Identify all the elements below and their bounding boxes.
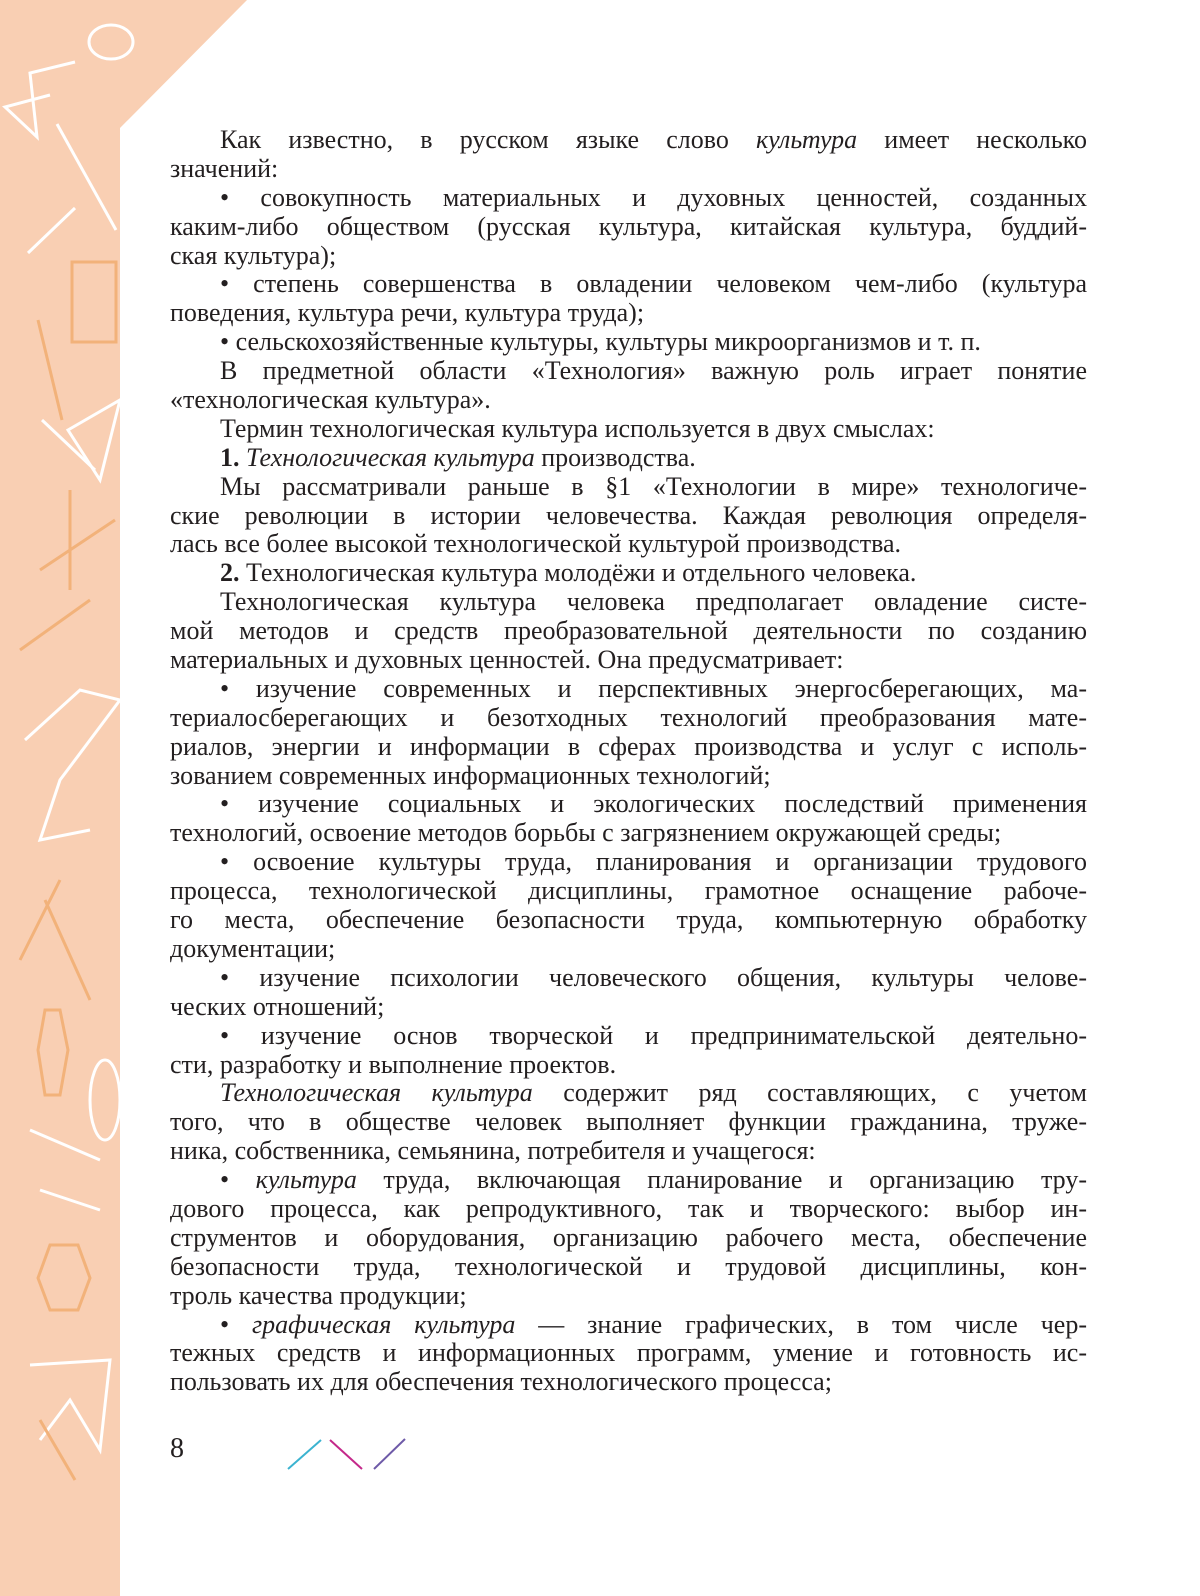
text-segment: содержит ряд составляющих, с учетом	[532, 1078, 1087, 1108]
text-line	[170, 906, 1087, 935]
text-line	[170, 935, 1087, 964]
italic-term: Технологическая культура	[246, 442, 535, 472]
text-segment: поведения, культура речи, культура труда);	[170, 298, 645, 328]
text-line	[170, 1282, 1087, 1311]
italic-term: Технологическая культура	[220, 1078, 533, 1108]
text-line	[170, 530, 1087, 559]
italic-term: культура	[755, 125, 858, 154]
text-line	[170, 502, 1087, 531]
text-segment: материальных и духовных ценностей. Она предусматривает:	[170, 645, 844, 675]
item-number: 1.	[220, 442, 246, 472]
text-line	[170, 299, 1087, 328]
italic-term: культура	[255, 1165, 357, 1195]
text-line	[170, 1108, 1087, 1137]
text-segment: ника, собственника, семьянина, потребителя и учащегося:	[170, 1136, 816, 1166]
text-line	[170, 993, 1087, 1022]
text-segment: Технологическая культура молодёжи и отдельного человека.	[246, 558, 917, 588]
text-segment: — знание графических, в том числе чер-	[515, 1309, 1088, 1339]
text-line	[170, 328, 1087, 357]
text-line	[170, 415, 1087, 444]
text-line	[170, 1079, 1087, 1108]
text-segment: • изучение социальных и экологических последствий применения	[220, 789, 1087, 819]
text-segment: тежных средств и информационных программ, умение и готовность ис-	[170, 1338, 1087, 1368]
text-segment: •	[220, 1309, 252, 1339]
text-line	[170, 646, 1087, 675]
text-line	[170, 559, 1087, 588]
text-line	[170, 1166, 1087, 1195]
text-segment: лась все более высокой технологической культурой производства.	[170, 529, 902, 559]
text-segment: риалов, энергии и информации в сферах производства и услуг с исполь-	[170, 731, 1087, 761]
text-segment: имеет несколько	[857, 125, 1087, 154]
text-segment: ческих отношений;	[170, 991, 385, 1021]
text-line	[170, 1311, 1087, 1340]
text-line	[170, 1368, 1087, 1397]
text-line	[170, 617, 1087, 646]
text-line	[170, 386, 1087, 415]
text-line	[170, 357, 1087, 386]
text-segment: значений:	[170, 153, 279, 183]
text-segment: Технологическая культура человека предполагает овладение систе-	[220, 587, 1087, 617]
text-segment: Как известно, в русском языке слово	[220, 125, 756, 154]
text-line	[170, 675, 1087, 704]
text-line	[170, 1195, 1087, 1224]
text-segment: технологий, освоение методов борьбы с загрязнением окружающей среды;	[170, 818, 1002, 848]
magenta-stroke	[330, 1440, 362, 1469]
text-line	[170, 733, 1087, 762]
text-line	[170, 1051, 1087, 1080]
text-segment: безопасности труда, технологической и трудовой дисциплины, кон-	[170, 1251, 1087, 1281]
text-segment: пользовать их для обеспечения технологического процесса;	[170, 1367, 832, 1397]
text-segment: • изучение основ творческой и предпринимательской деятельно-	[220, 1020, 1087, 1050]
text-line	[170, 1339, 1087, 1368]
text-segment: Термин технологическая культура используется в двух смыслах:	[220, 413, 935, 443]
text-line	[170, 819, 1087, 848]
decorative-color-strokes	[280, 1428, 410, 1473]
text-segment: «технологическая культура».	[170, 385, 491, 415]
text-line	[170, 155, 1087, 184]
purple-stroke	[374, 1439, 405, 1469]
text-line	[170, 242, 1087, 271]
text-line	[170, 790, 1087, 819]
text-segment: • степень совершенства в овладении человеком чем-либо (культура	[220, 269, 1087, 299]
text-segment: сти, разработку и выполнение проектов.	[170, 1049, 617, 1079]
text-segment: • сельскохозяйственные культуры, культуры микроорганизмов и т. п.	[220, 327, 981, 357]
text-line	[170, 848, 1087, 877]
text-line	[170, 270, 1087, 299]
text-segment: • изучение психологии человеческого общения, культуры челове-	[220, 962, 1087, 992]
text-segment: • совокупность материальных и духовных ценностей, созданных	[220, 182, 1087, 212]
text-line	[170, 588, 1087, 617]
text-line	[170, 964, 1087, 993]
text-segment: документации;	[170, 933, 336, 963]
text-segment: зованием современных информационных технологий;	[170, 760, 771, 790]
text-line	[170, 704, 1087, 733]
text-line	[170, 1137, 1087, 1166]
text-line	[170, 1022, 1087, 1051]
text-line	[170, 877, 1087, 906]
text-segment: производства.	[534, 442, 696, 472]
text-segment: ская культура);	[170, 240, 337, 270]
text-line	[170, 126, 1087, 155]
text-line	[170, 762, 1087, 791]
text-segment: дового процесса, как репродуктивного, так и творческого: выбор ин-	[170, 1193, 1087, 1223]
text-segment: Мы рассматривали раньше в §1 «Технологии в мире» технологиче-	[220, 471, 1087, 501]
item-number: 2.	[220, 558, 246, 588]
text-segment: мой методов и средств преобразовательной деятельности по созданию	[170, 616, 1087, 646]
text-segment: труда, включающая планирование и организацию тру-	[356, 1165, 1087, 1195]
italic-term: графическая культура	[251, 1309, 516, 1339]
text-segment: троль качества продукции;	[170, 1280, 467, 1310]
page-number: 8	[170, 1433, 184, 1464]
text-line	[170, 213, 1087, 242]
text-segment: • освоение культуры труда, планирования и организации трудового	[220, 847, 1087, 877]
text-line	[170, 1253, 1087, 1282]
text-segment: • изучение современных и перспективных энергосберегающих, ма-	[220, 673, 1087, 703]
body-text	[170, 126, 1087, 1397]
text-line	[170, 184, 1087, 213]
text-segment: го места, обеспечение безопасности труда, компьютерную обработку	[170, 905, 1087, 935]
text-line	[170, 1224, 1087, 1253]
text-segment: •	[220, 1165, 256, 1195]
text-segment: ские революции в истории человечества. Каждая революция определя-	[170, 500, 1087, 530]
text-segment: струментов и оборудования, организацию рабочего места, обеспечение	[170, 1222, 1087, 1252]
text-segment: того, что в обществе человек выполняет функции гражданина, труже-	[170, 1107, 1087, 1137]
text-segment: В предметной области «Технология» важную роль играет понятие	[220, 356, 1087, 386]
text-segment: териалосберегающих и безотходных технологий преобразования мате-	[170, 702, 1087, 732]
cyan-stroke	[288, 1440, 321, 1469]
text-line	[170, 473, 1087, 502]
text-line	[170, 444, 1087, 473]
text-segment: каким-либо обществом (русская культура, китайская культура, буддий-	[170, 211, 1087, 241]
text-segment: процесса, технологической дисциплины, грамотное оснащение рабоче-	[170, 876, 1087, 906]
